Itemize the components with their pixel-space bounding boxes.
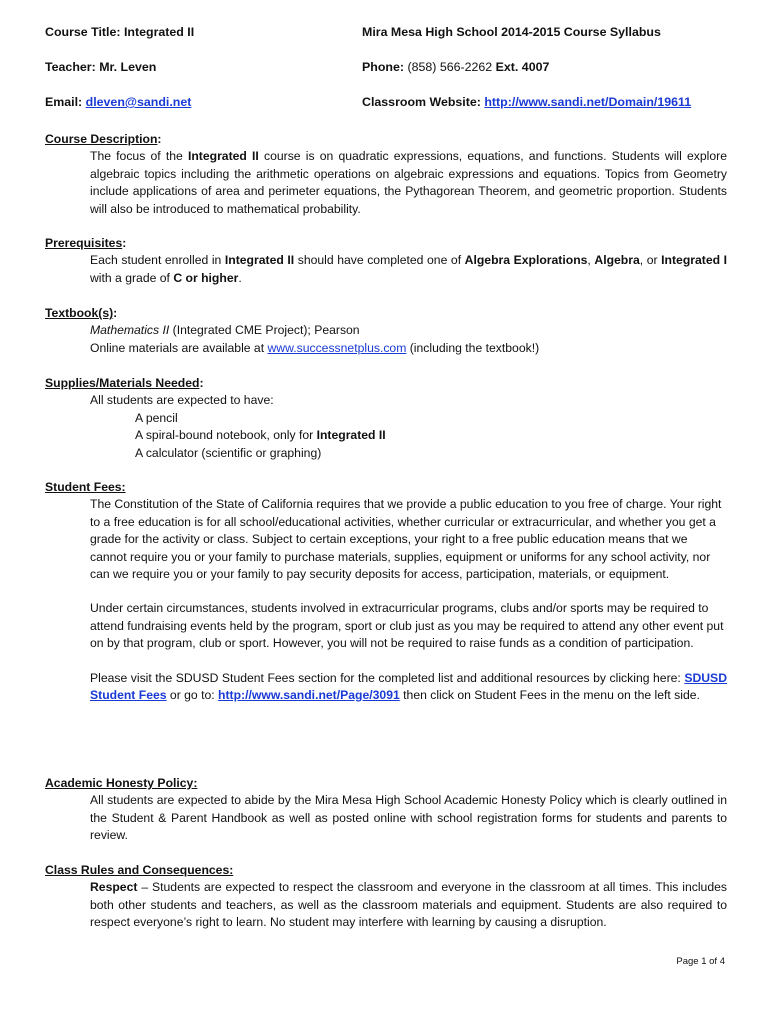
- prerequisites-section: [45, 235, 727, 287]
- fees-paragraph-3: Please visit the SDUSD Student Fees section for the completed list and additional resources by clicking here: SDUSD Student Fees or go to: http://www.sandi.net/Page/3091 then click on Student Fees in the menu on the left side.: [90, 670, 727, 703]
- email-link[interactable]: dleven@sandi.net: [85, 95, 192, 109]
- supplies-intro: All students are expected to have:: [90, 393, 274, 408]
- email-line: [45, 94, 191, 111]
- student-fees-section: [45, 479, 727, 704]
- phone-label: Phone:: [362, 60, 404, 74]
- course-title-line: [45, 24, 194, 41]
- academic-honesty-section: [45, 775, 727, 845]
- student-fees-heading: Student Fees:: [45, 480, 126, 494]
- course-description-text: The focus of the Integrated II course is on quadratic expressions, equations, and functions. Students will explore algebraic topics including the arithmetic operations on algebraic expressions and equations. Topics from Geometry include applications of area and perimeter equations, the Pythagorean Theorem, and geometric proportion. Students will also be introduced to mathematical probability.: [90, 149, 727, 216]
- course-description-section: [45, 131, 727, 218]
- sdusd-student-fees-link[interactable]: SDUSD Student Fees: [90, 670, 727, 703]
- academic-honesty-text: All students are expected to abide by the Mira Mesa High School Academic Honesty Policy which is clearly outlined in the Student & Parent Handbook as well as posted online with school registration forms for students and parents to review.: [90, 793, 727, 843]
- class-rules-section: [45, 862, 727, 932]
- teacher-value: Mr. Leven: [99, 60, 157, 74]
- supplies-section: [45, 375, 727, 462]
- fees-paragraph-2: Under certain circumstances, students involved in extracurricular programs, clubs and/or sports may be required to attend fundraising events held by the program, sport or club just as you may be required to attend any other event put on by that program, club or sport. However, you will not be required to raise funds as a condition of participation.: [90, 601, 724, 651]
- website-label: Classroom Website:: [362, 95, 481, 109]
- fees-paragraph-1: The Constitution of the State of California requires that we provide a public education to you free of charge. Your right to a free education is for all school/educational activities, whether curricular or extracurricular, and whether you get a grade for the activity or class. Subject to certain exceptions, your right to a free public education means that we cannot require you or your family to purchase materials, supplies, equipment or uniforms for any school activity, nor can we require you or your family to pay security deposits for access, participation, materials, or equipment.: [90, 497, 722, 582]
- phone-ext: Ext. 4007: [495, 60, 550, 74]
- class-rules-heading: Class Rules and Consequences:: [45, 863, 234, 877]
- prerequisites-text: Each student enrolled in Integrated II should have completed one of Algebra Explorations, Algebra, or Integrated I with a grade of C or higher.: [90, 253, 728, 285]
- class-rules-respect: Respect – Students are expected to respect the classroom and everyone in the classroom at all times. This includes both other students and teachers, as well as the classroom materials and equipment. Students are also required to respect everyone’s right to learn. No student may interfere with learning by causing a disruption.: [90, 880, 727, 930]
- website-line: [362, 94, 691, 111]
- classroom-website-link[interactable]: http://www.sandi.net/Domain/19611: [484, 95, 692, 109]
- academic-honesty-heading: Academic Honesty Policy:: [45, 776, 198, 790]
- supplies-heading: Supplies/Materials Needed:: [45, 376, 204, 390]
- supply-item-notebook: A spiral-bound notebook, only for Integrated II: [135, 428, 386, 443]
- textbook-title: Mathematics II: [90, 323, 170, 338]
- course-title-label: Course Title:: [45, 25, 121, 39]
- course-title-value: Integrated II: [123, 25, 195, 39]
- school-syllabus-title: Mira Mesa High School 2014-2015 Course Syllabus: [362, 25, 661, 39]
- successnetplus-link[interactable]: www.successnetplus.com: [267, 340, 407, 355]
- supply-item-pencil: A pencil: [135, 410, 178, 425]
- phone-line: [362, 59, 549, 76]
- textbook-title-line: Mathematics II (Integrated CME Project); Pearson: [90, 323, 360, 338]
- textbook-heading: Textbook(s):: [45, 306, 118, 320]
- textbook-section: [45, 305, 727, 357]
- prerequisites-heading: Prerequisites:: [45, 236, 127, 250]
- teacher-label: Teacher:: [45, 60, 96, 74]
- phone-value: (858) 566-2262: [407, 60, 493, 74]
- email-label: Email:: [45, 95, 83, 109]
- sandi-page-link[interactable]: http://www.sandi.net/Page/3091: [218, 688, 400, 703]
- supply-item-calculator: A calculator (scientific or graphing): [135, 445, 322, 460]
- page-number: Page 1 of 4: [676, 956, 725, 967]
- teacher-line: [45, 59, 156, 76]
- online-materials-line: Online materials are available at www.successnetplus.com (including the textbook!): [90, 340, 540, 355]
- course-description-heading: Course Description:: [45, 132, 162, 146]
